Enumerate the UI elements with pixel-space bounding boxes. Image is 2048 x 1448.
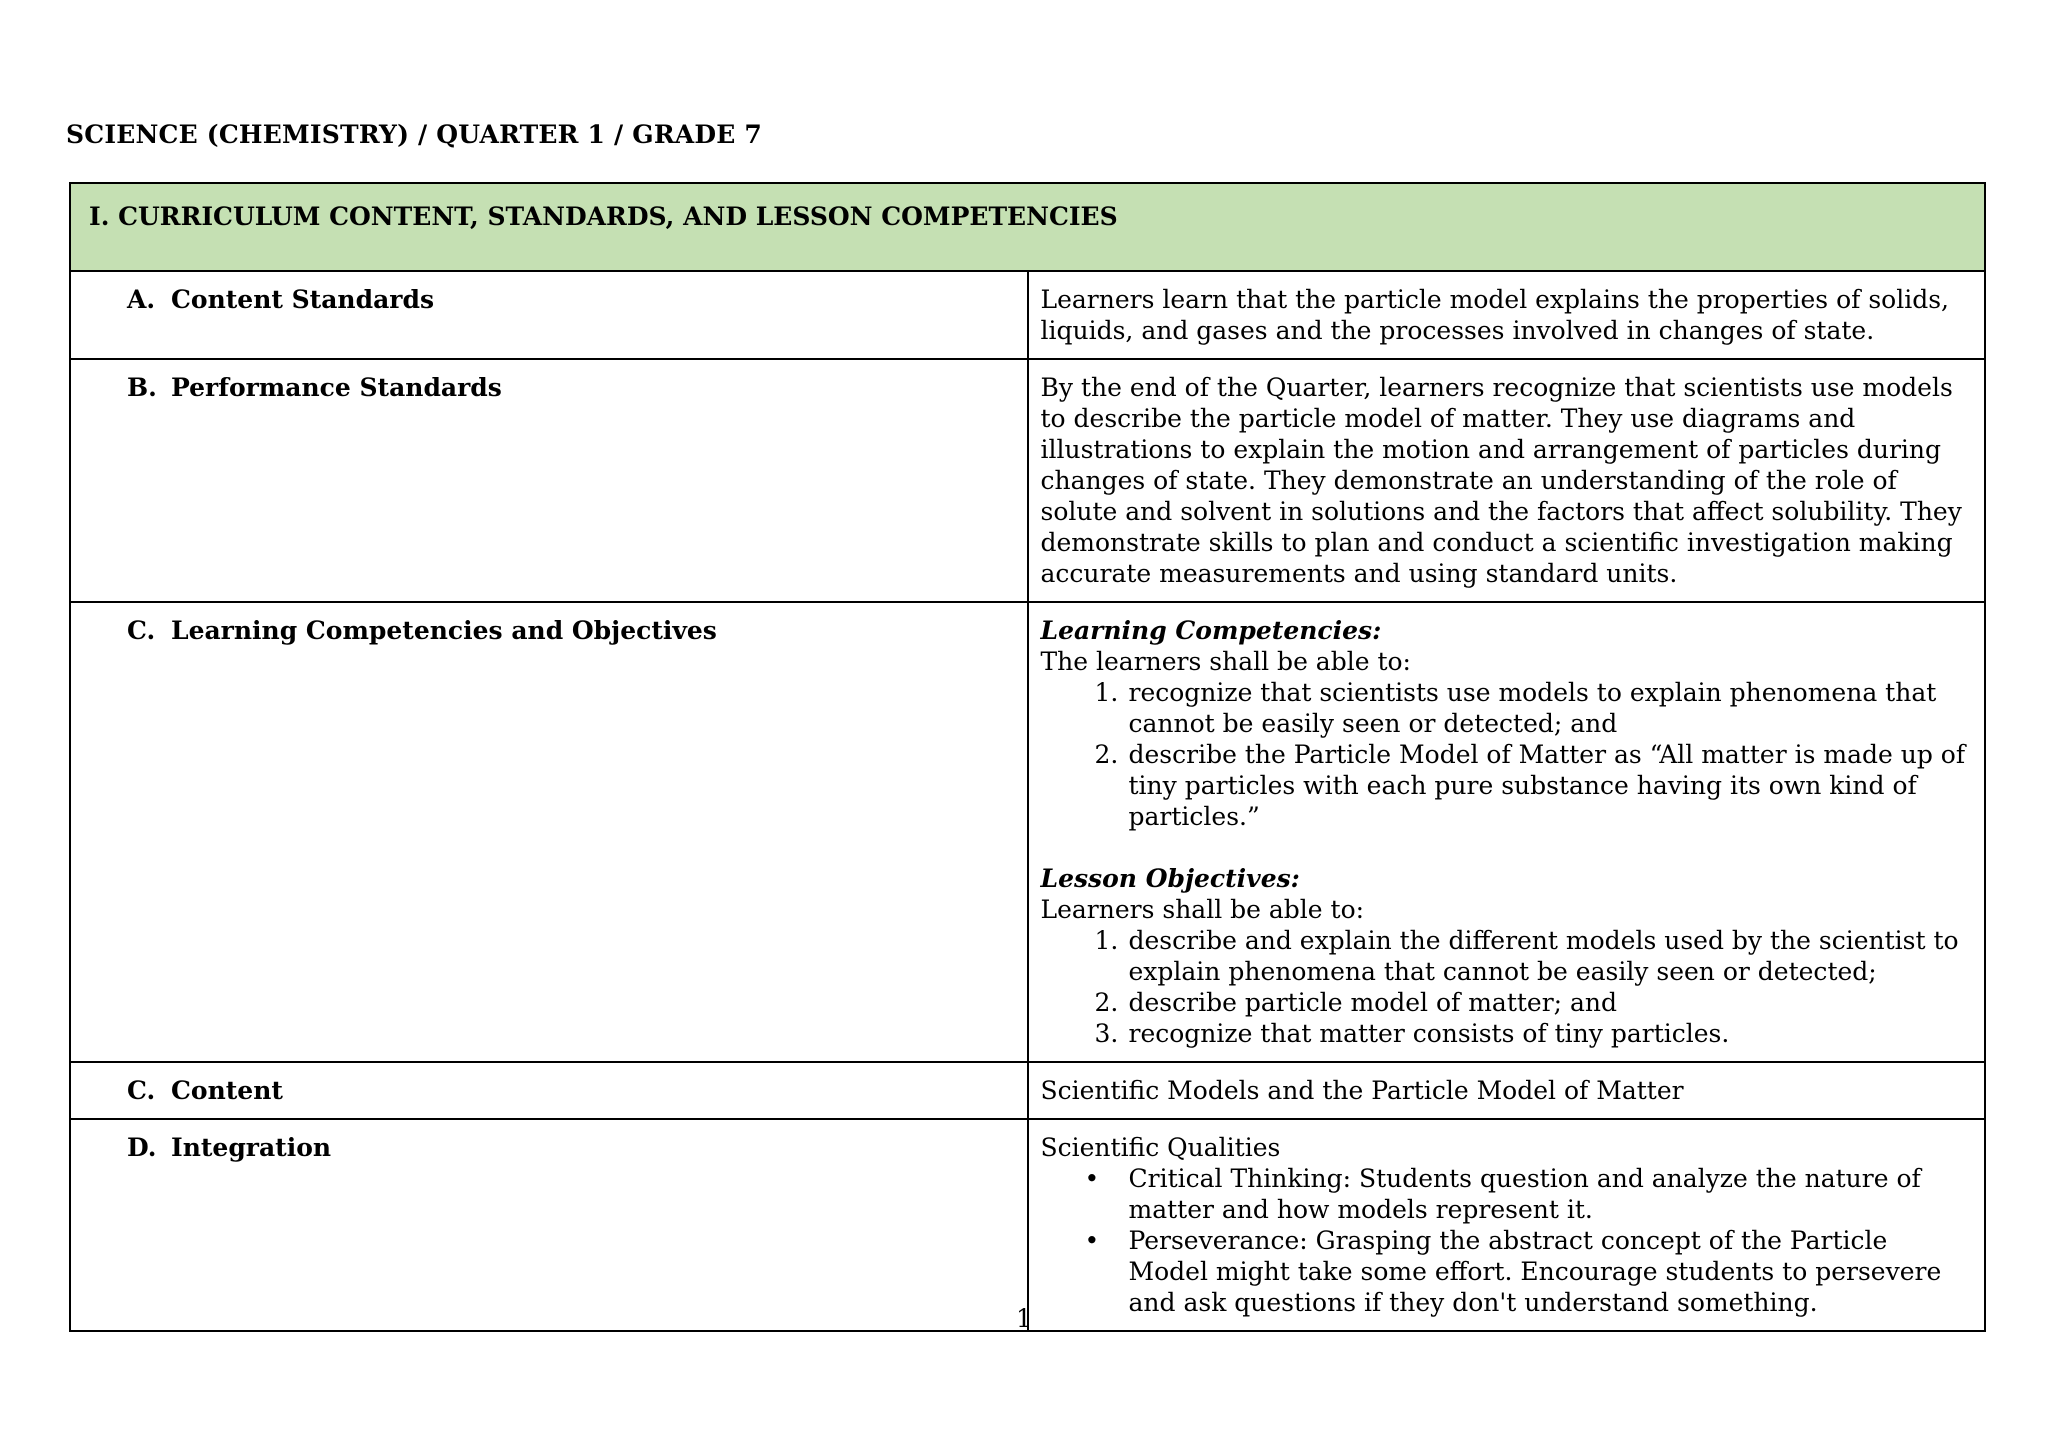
content-standards-label: Content Standards	[171, 285, 435, 314]
list-item-number: 2.	[1094, 740, 1119, 769]
list-item-text: recognize that scientists use models to explain phenomena that cannot be easily seen or detected; and	[1128, 678, 1937, 738]
learning-competencies-row	[70, 602, 1985, 1062]
list-item	[1041, 987, 1971, 1018]
content-text: Scientific Models and the Particle Model of Matter	[1040, 1076, 1684, 1105]
list-item-text: Critical Thinking: Students question and analyze the nature of matter and how models represent it.	[1128, 1164, 1921, 1224]
curriculum-table	[69, 182, 1986, 1332]
bullet-icon: •	[1084, 1226, 1100, 1255]
section-header-cell	[70, 183, 1985, 271]
document-title: SCIENCE (CHEMISTRY) / QUARTER 1 / GRADE 7	[66, 120, 763, 149]
bullet-icon: •	[1084, 1164, 1100, 1193]
content-cell	[1028, 1062, 1986, 1119]
list-item	[1041, 677, 1971, 739]
performance-standards-row	[70, 359, 1985, 602]
integration-label-cell	[70, 1119, 1028, 1331]
list-item-number: 1.	[1094, 678, 1119, 707]
list-item-number: 1.	[1094, 926, 1119, 955]
list-item-text: describe and explain the different models used by the scientist to explain phenomena that cannot be easily seen or detected;	[1128, 926, 1959, 986]
content-standards-label-cell	[70, 271, 1028, 359]
integration-row	[70, 1119, 1985, 1331]
list-item-text: describe particle model of matter; and	[1128, 988, 1618, 1017]
content-label-cell	[70, 1062, 1028, 1119]
row-letter: C.	[127, 616, 156, 645]
section-heading: I. CURRICULUM CONTENT, STANDARDS, AND LESSON COMPETENCIES	[89, 202, 1118, 231]
objectives-intro: Learners shall be able to:	[1040, 895, 1365, 924]
list-item	[1041, 925, 1971, 987]
integration-intro: Scientific Qualities	[1040, 1133, 1281, 1162]
integration-label: Integration	[171, 1133, 332, 1162]
content-row	[70, 1062, 1985, 1119]
row-letter: C.	[127, 1076, 156, 1105]
list-item-text: describe the Particle Model of Matter as “All matter is made up of tiny particles with each pure substance having its own kind of particles.”	[1128, 740, 1966, 831]
competencies-list	[1041, 677, 1971, 832]
row-letter: D.	[127, 1133, 157, 1162]
content-standards-row	[70, 271, 1985, 359]
row-letter: A.	[127, 285, 156, 314]
learning-competencies-cell	[1028, 602, 1986, 1062]
list-item-number: 2.	[1094, 988, 1119, 1017]
page-number: 1	[1016, 1304, 1032, 1333]
performance-standards-label-cell	[70, 359, 1028, 602]
performance-standards-cell	[1028, 359, 1986, 602]
row-letter: B.	[127, 373, 157, 402]
section-header-row	[70, 183, 1985, 271]
list-item-text: Perseverance: Grasping the abstract concept of the Particle Model might take some effort. Encourage students to persevere and ask questions if they don't understand something.	[1128, 1226, 1942, 1317]
list-item-text: recognize that matter consists of tiny particles.	[1128, 1019, 1730, 1048]
integration-bullets	[1041, 1163, 1971, 1318]
integration-cell	[1028, 1119, 1986, 1331]
content-standards-cell	[1028, 271, 1986, 359]
performance-standards-text: By the end of the Quarter, learners recognize that scientists use models to describe the particle model of matter. They use diagrams and illustrations to explain the motion and arrangement of particles during changes of state. They demonstrate an understanding of the role of solute and solvent in solutions and the factors that affect solubility. They demonstrate skills to plan and conduct a scientific investigation making accurate measurements and using standard units.	[1040, 373, 1962, 588]
performance-standards-label: Performance Standards	[171, 373, 502, 402]
content-label: Content	[171, 1076, 283, 1105]
content-standards-text: Learners learn that the particle model explains the properties of solids, liquids, and gases and the processes involved in changes of state.	[1040, 285, 1949, 345]
objectives-list	[1041, 925, 1971, 1049]
learning-competencies-label-cell	[70, 602, 1028, 1062]
objectives-heading: Lesson Objectives:	[1040, 864, 1300, 893]
competencies-intro: The learners shall be able to:	[1040, 647, 1411, 676]
list-item	[1041, 1163, 1971, 1225]
competencies-heading: Learning Competencies:	[1040, 616, 1382, 645]
list-item	[1041, 1018, 1971, 1049]
list-item-number: 3.	[1094, 1019, 1119, 1048]
learning-competencies-label: Learning Competencies and Objectives	[171, 616, 717, 645]
list-item	[1041, 739, 1971, 832]
